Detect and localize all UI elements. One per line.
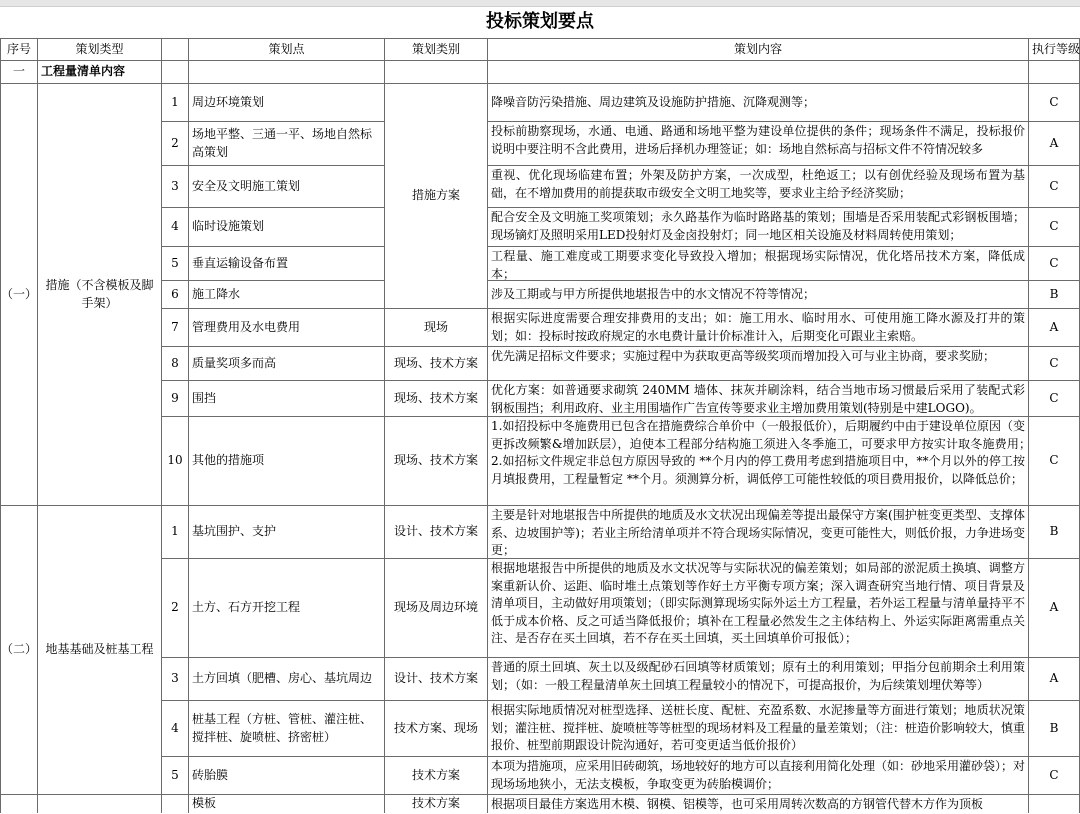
row-number: 5 [162, 247, 189, 281]
row-point: 其他的措施项 [189, 417, 385, 506]
row-number: 2 [162, 122, 189, 166]
row-point: 周边环境策划 [189, 84, 385, 122]
row-content: 普通的原土回填、灰土以及级配砂石回填等材质策划；原有土的利用策划；甲指分包前期余土利用策划；（如：一般工程量清单灰土回填工程量较小的情况下，可提高报价，为后续策划埋伏筹等） [488, 658, 1029, 701]
row-content: 工程量、施工难度或工期要求变化导致投入增加；根据现场实际情况，优化塔吊技术方案，降低成本； [488, 247, 1029, 281]
header-blank [162, 38, 189, 61]
row-category: 设计、技术方案 [385, 506, 488, 559]
row-level: A [1029, 559, 1080, 658]
row-content: 优先满足招标文件要求；实施过程中为获取更高等级奖项而增加投入可与业主协商，要求奖励； [488, 347, 1029, 381]
row-category: 技术方案、现场 [385, 701, 488, 757]
row-blank [38, 795, 162, 813]
row-content: 配合安全及文明施工奖项策划；永久路基作为临时路路基的策划；围墙是否采用装配式彩钢板围墙；现场镝灯及照明采用LED投射灯及金卤投射灯；同一地区相关设施及材料周转使用策划； [488, 208, 1029, 247]
header-category: 策划类别 [385, 38, 488, 61]
row-level: A [1029, 122, 1080, 166]
section-number: 一 [0, 61, 38, 84]
row-content: 1.如招投标中冬施费用已包含在措施费综合单价中（一般报低价），后期履约中由于建设单位原因（变更拆改频繁&增加跃层），迫使本工程部分结构施工须进入冬季施工，可要求甲方按实计取冬施费用； 2.如招标文件规定非总包方原因导致的 **个月内的停工费用考虑到措施项目中，**个月以外的停工按月填报费用，工程量暂定 **个月。须测算分析，调低停工可能性较低的项目费用报价，以降低总价； [488, 417, 1029, 506]
section-blank [1029, 61, 1080, 84]
header-type: 策划类型 [38, 38, 162, 61]
row-number: 4 [162, 208, 189, 247]
row-point: 管理费用及水电费用 [189, 309, 385, 347]
section-blank [385, 61, 488, 84]
group1-type: 措施（不含模板及脚手架） [38, 84, 162, 506]
group1-category-measures: 措施方案 [385, 84, 488, 309]
row-category: 现场 [385, 309, 488, 347]
row-level: B [1029, 506, 1080, 559]
group2-type: 地基基础及桩基工程 [38, 506, 162, 795]
row-category: 技术方案 [385, 795, 488, 813]
row-point: 垂直运输设备布置 [189, 247, 385, 281]
row-number: 6 [162, 281, 189, 309]
row-category: 现场、技术方案 [385, 381, 488, 417]
row-level: C [1029, 381, 1080, 417]
section-blank [189, 61, 385, 84]
section-blank [162, 61, 189, 84]
row-category: 现场、技术方案 [385, 347, 488, 381]
row-number: 3 [162, 658, 189, 701]
row-number: 5 [162, 757, 189, 795]
row-number: 10 [162, 417, 189, 506]
row-content: 根据实际进度需要合理安排费用的支出；如：施工用水、临时用水、可使用施工降水源及打井的策划；如：投标时按政府规定的水电费计量计价标准计入，后期变化可跟业主索赔。 [488, 309, 1029, 347]
section-blank [488, 61, 1029, 84]
row-number: 7 [162, 309, 189, 347]
row-point: 质量奖项多而高 [189, 347, 385, 381]
row-number: 4 [162, 701, 189, 757]
row-level: C [1029, 757, 1080, 795]
row-number: 9 [162, 381, 189, 417]
row-level: B [1029, 701, 1080, 757]
row-category: 设计、技术方案 [385, 658, 488, 701]
header-point: 策划点 [189, 38, 385, 61]
row-level: A [1029, 309, 1080, 347]
section-title: 工程量清单内容 [38, 61, 162, 84]
row-level: C [1029, 84, 1080, 122]
row-number: 3 [162, 166, 189, 208]
row-category: 现场及周边环境 [385, 559, 488, 658]
row-content: 主要是针对地堪报告中所提供的地质及水文状况出现偏差等提出最保守方案(围护桩变更类型、支撑体系、边坡围护等)；若业主所给清单项并不符合现场实际情况，变更可能性大，则低价报，力争进场变更； [488, 506, 1029, 559]
row-level [1029, 795, 1080, 813]
row-number: 1 [162, 84, 189, 122]
row-level: A [1029, 658, 1080, 701]
row-content: 本项为措施项，应采用旧砖砌筑，场地较好的地方可以直接利用简化处理（如：砂地采用灌砂袋）；对现场场地狭小，无法支模板，争取变更为砖胎模调价； [488, 757, 1029, 795]
page-title: 投标策划要点 [486, 11, 594, 32]
row-point: 围挡 [189, 381, 385, 417]
row-point: 临时设施策划 [189, 208, 385, 247]
row-content: 投标前勘察现场，水通、电通、路通和场地平整为建设单位提供的条件；现场条件不满足，投标报价说明中要注明不含此费用，进场后择机办理签证；如：场地自然标高与招标文件不符情况较多 [488, 122, 1029, 166]
row-content: 重视、优化现场临建布置；外架及防护方案，一次成型，杜绝返工；以有创优经验及现场布置为基础，在不增加费用的前提获取市级安全文明工地奖等，要求业主给予经济奖励； [488, 166, 1029, 208]
row-point: 土方回填（肥槽、房心、基坑周边 [189, 658, 385, 701]
group1-number: （一） [0, 84, 38, 506]
header-content: 策划内容 [488, 38, 1029, 61]
row-content: 降噪音防污染措施、周边建筑及设施防护措施、沉降观测等； [488, 84, 1029, 122]
row-number: 1 [162, 506, 189, 559]
row-point: 施工降水 [189, 281, 385, 309]
group2-number: （二） [0, 506, 38, 795]
row-level: C [1029, 208, 1080, 247]
row-category: 技术方案 [385, 757, 488, 795]
row-number [162, 795, 189, 813]
row-number: 2 [162, 559, 189, 658]
row-content: 根据实际地质情况对桩型选择、送桩长度、配桩、充盈系数、水泥掺量等方面进行策划；地质状况策划；灌注桩、搅拌桩、旋喷桩等等桩型的现场材料及工程量的量差策划；（注：桩造价影响较大，慎重报价、桩型前期跟设计院沟通好，若可变更适当低价报价） [488, 701, 1029, 757]
row-level: C [1029, 247, 1080, 281]
row-point: 砖胎膜 [189, 757, 385, 795]
row-content: 优化方案：如普通要求砌筑 240MM 墙体、抹灰并刷涂料，结合当地市场习惯最后采用了装配式彩钢板围挡；利用政府、业主用围墙作广告宣传等要求业主增加费用策划(特别是中建LOGO)。 [488, 381, 1029, 417]
row-point: 场地平整、三通一平、场地自然标高策划 [189, 122, 385, 166]
row-content: 根据项目最佳方案选用木模、钢模、铝模等，也可采用周转次数高的方钢管代替木方作为顶板 [488, 795, 1029, 813]
header-level: 执行等级 [1029, 38, 1080, 61]
row-level: C [1029, 417, 1080, 506]
row-level: C [1029, 166, 1080, 208]
row-point: 基坑围护、支护 [189, 506, 385, 559]
row-content: 涉及工期或与甲方所提供地堪报告中的水文情况不符等情况； [488, 281, 1029, 309]
header-seq: 序号 [0, 38, 38, 61]
row-number: 8 [162, 347, 189, 381]
row-point: 土方、石方开挖工程 [189, 559, 385, 658]
row-point: 桩基工程（方桩、管桩、灌注桩、搅拌桩、旋喷桩、挤密桩） [189, 701, 385, 757]
row-point: 安全及文明施工策划 [189, 166, 385, 208]
row-content: 根据地堪报告中所提供的地质及水文状况等与实际状况的偏差策划；如局部的淤泥质土换填、调整方案重新认价、运距、临时堆土点策划等作好土方平衡专项方案；深入调查研究当地行情、项目背景及清单项目，主动做好用项策划；（即实际测算现场实际外运土方工程量，若外运工程量与清单量持平不低于成本价格、反之可适当降低报价；填补在工程量必然发生之主体结构上、外运实际距离需重点关注、是否存在买土回填，若不存在买土回填，买土回填单价可报低）； [488, 559, 1029, 658]
row-category: 现场、技术方案 [385, 417, 488, 506]
row-level: C [1029, 347, 1080, 381]
row-blank [0, 795, 38, 813]
row-level: B [1029, 281, 1080, 309]
row-point: 模板 [189, 795, 385, 813]
